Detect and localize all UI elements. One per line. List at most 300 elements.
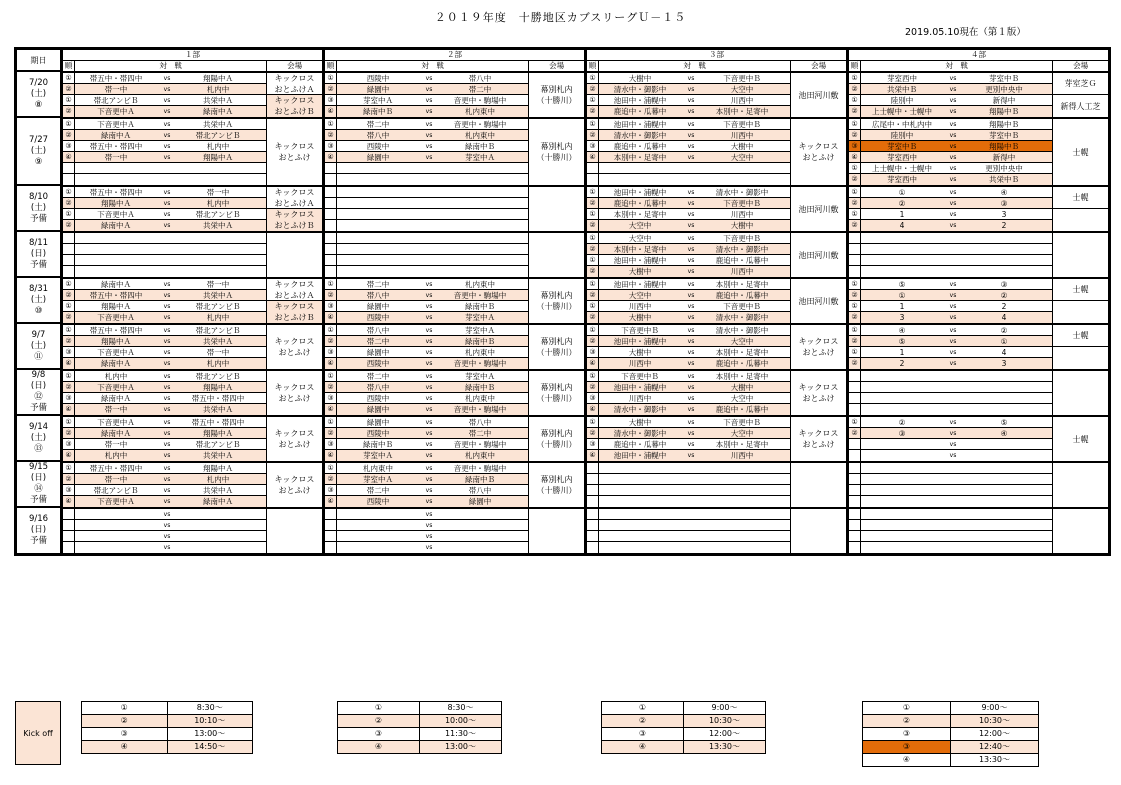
vs-label: vs xyxy=(687,348,695,356)
away-team: 共栄中Ａ xyxy=(203,221,233,230)
away-team: 音更中・駒場中 xyxy=(453,359,507,368)
kickoff-row xyxy=(338,741,501,753)
match-order: ④ xyxy=(587,450,599,461)
home-team: 西陵中 xyxy=(366,73,390,83)
division-header: ２部 xyxy=(325,50,584,61)
match-order: ④ xyxy=(325,106,337,117)
match-order: ③ xyxy=(325,485,337,495)
match-order: ① xyxy=(587,371,599,381)
away-team: 翔陽中Ａ xyxy=(203,73,233,83)
kickoff-table-1 xyxy=(81,701,253,754)
kickoff-time: 12:40～ xyxy=(978,742,1011,751)
match-row xyxy=(587,531,790,542)
away-team: 帯二中 xyxy=(468,84,492,94)
match-row xyxy=(849,509,1052,520)
vs-label: vs xyxy=(425,418,433,426)
match-rows xyxy=(63,509,266,553)
match-order: ① xyxy=(325,325,337,335)
vs-label: vs xyxy=(949,291,957,299)
vs-label: vs xyxy=(687,85,695,93)
venue-cell: 幕別札内 （十勝川） xyxy=(536,85,577,105)
match-row xyxy=(849,119,1052,130)
match-row xyxy=(587,174,790,185)
home-team: 帯一中 xyxy=(104,474,128,484)
match-order: ① xyxy=(849,73,861,83)
match-row xyxy=(587,163,790,174)
match-order: ① xyxy=(325,371,337,381)
date-block xyxy=(325,233,584,279)
away-team: 帯北アンビＢ xyxy=(195,130,241,140)
match-row xyxy=(849,266,1052,277)
venue-cell: キックロス おとふけＡ xyxy=(267,279,322,301)
home-team: 大樹中 xyxy=(628,417,652,427)
match-row xyxy=(63,152,266,163)
match-row xyxy=(849,428,1052,439)
match-row xyxy=(325,266,528,277)
match-rows xyxy=(63,325,266,369)
match-row xyxy=(587,542,790,553)
match-order xyxy=(63,233,75,243)
vs-label: vs xyxy=(687,142,695,150)
match-rows xyxy=(587,509,790,553)
vs-label: vs xyxy=(949,176,957,183)
away-team: 芽室中Ａ xyxy=(465,371,495,381)
venue-cell xyxy=(529,509,584,553)
vs-label: vs xyxy=(687,96,695,104)
date-block xyxy=(325,417,584,463)
venue-column xyxy=(790,233,846,277)
date-block xyxy=(587,119,846,187)
vs-label: vs xyxy=(425,314,433,321)
venue-header: 会場 xyxy=(1052,61,1108,71)
home-team: 2 xyxy=(899,359,905,368)
match-row xyxy=(63,347,266,358)
date-label: 8/11 (日) 予備 xyxy=(17,232,60,278)
match-row xyxy=(325,130,528,141)
away-team: 帯一中 xyxy=(206,347,230,357)
match-row xyxy=(849,255,1052,266)
away-team: 音更中・駒場中 xyxy=(453,290,507,300)
vs-label: vs xyxy=(163,85,171,93)
match-row xyxy=(63,106,266,117)
home-team: 清水中・御影中 xyxy=(613,405,667,414)
match-row xyxy=(325,542,528,553)
away-team: 川西中 xyxy=(730,209,754,219)
home-team: 下音更中Ａ xyxy=(97,382,135,392)
home-team: 帯一中 xyxy=(104,84,128,94)
match-order xyxy=(587,542,599,553)
kickoff-row xyxy=(863,741,1038,754)
venue-cell: キックロス おとふけ xyxy=(274,429,315,449)
home-team: 帯八中 xyxy=(366,382,390,392)
kickoff-time: 9:00～ xyxy=(981,703,1008,712)
away-team: 3 xyxy=(1001,209,1007,219)
home-team: 緑南中Ｂ xyxy=(363,107,393,116)
match-header: 対 戦 xyxy=(159,61,182,70)
match-order xyxy=(587,474,599,484)
venue-cell: キックロス おとふけ xyxy=(798,142,839,162)
match-row xyxy=(849,73,1052,84)
away-team: 下音更中Ｂ xyxy=(723,417,761,427)
venue-column xyxy=(266,417,322,461)
match-order xyxy=(849,233,861,243)
away-team: 芽室中Ａ xyxy=(465,152,495,162)
kickoff-row xyxy=(82,715,252,728)
date-label: 9/15 (日) ⑭ 予備 xyxy=(17,462,60,508)
date-block xyxy=(325,463,584,509)
division-header: ３部 xyxy=(587,50,846,61)
match-row xyxy=(587,496,790,507)
vs-label: vs xyxy=(163,348,171,356)
away-team: 緑南中Ｂ xyxy=(465,141,495,151)
vs-label: vs xyxy=(687,337,695,345)
home-team: 帯五中・帯四中 xyxy=(89,73,143,83)
date-label: 9/7 (土) ⑪ xyxy=(17,324,60,370)
match-order: ① xyxy=(63,325,75,335)
vs-label: vs xyxy=(163,291,171,299)
match-order xyxy=(849,266,861,277)
match-row xyxy=(325,174,528,185)
date-block xyxy=(849,187,1108,233)
home-team: 4 xyxy=(899,221,905,230)
home-team: 翔陽中Ａ xyxy=(101,301,131,311)
match-order xyxy=(325,509,337,519)
match-order xyxy=(325,244,337,254)
period-header: 期日 xyxy=(17,50,60,72)
vs-label: vs xyxy=(425,326,433,334)
match-order: ④ xyxy=(849,152,861,162)
home-team: 1 xyxy=(899,301,905,311)
match-order: ③ xyxy=(63,347,75,357)
match-order: ② xyxy=(63,474,75,484)
match-order: ② xyxy=(587,266,599,277)
away-team: 翔陽中Ｂ xyxy=(989,141,1019,151)
match-row xyxy=(849,84,1052,95)
away-team: ② xyxy=(1000,325,1008,335)
division-header: ４部 xyxy=(849,50,1108,61)
date-block xyxy=(63,73,322,119)
away-team: 2 xyxy=(1001,221,1007,230)
match-order: ② xyxy=(587,312,599,323)
away-team: 下音更中Ｂ xyxy=(723,233,761,243)
match-order: ② xyxy=(849,336,861,346)
match-order: ② xyxy=(63,198,75,208)
venue-column xyxy=(790,371,846,415)
match-row xyxy=(587,84,790,95)
venue-cell: 幕別札内 （十勝川） xyxy=(536,142,577,162)
vs-label: vs xyxy=(425,475,433,483)
date-block xyxy=(325,509,584,553)
home-team: 帯五中・帯四中 xyxy=(89,187,143,197)
venue-column xyxy=(528,279,584,323)
match-order xyxy=(63,509,75,519)
match-row xyxy=(849,95,1052,106)
vs-label: vs xyxy=(687,302,695,310)
match-row xyxy=(325,255,528,266)
match-rows xyxy=(325,73,528,117)
match-order: ② xyxy=(587,106,599,117)
away-team: 川西中 xyxy=(730,267,754,276)
match-row xyxy=(849,450,1052,461)
away-team: 共栄中Ａ xyxy=(203,405,233,414)
match-order: ④ xyxy=(325,450,337,461)
match-order xyxy=(849,244,861,254)
date-block xyxy=(587,233,846,279)
away-team: 翔陽中Ｂ xyxy=(989,119,1019,129)
match-row xyxy=(587,336,790,347)
away-team: 3 xyxy=(1001,359,1007,368)
away-team: 清水中・御影中 xyxy=(715,187,769,197)
date-block xyxy=(587,371,846,417)
match-order: ① xyxy=(849,95,861,105)
home-team: 帯二中 xyxy=(366,336,390,346)
away-team: 緑南中Ｂ xyxy=(465,474,495,484)
away-team: 新得中 xyxy=(992,95,1016,105)
vs-label: vs xyxy=(425,131,433,139)
venue-column xyxy=(266,73,322,117)
match-order: ① xyxy=(849,325,861,335)
home-team: 本別中・足寄中 xyxy=(613,244,667,254)
home-team: 清水中・御影中 xyxy=(613,130,667,140)
match-order: ② xyxy=(587,382,599,392)
match-order: ② xyxy=(587,198,599,208)
away-team: 芽室中Ａ xyxy=(465,325,495,335)
date-block xyxy=(849,119,1108,187)
match-row xyxy=(587,106,790,117)
match-row xyxy=(849,244,1052,255)
match-rows xyxy=(63,73,266,117)
vs-label: vs xyxy=(949,74,957,82)
home-team: 1 xyxy=(899,347,905,357)
match-order: ③ xyxy=(587,141,599,151)
vs-label: vs xyxy=(425,394,433,402)
kickoff-slot: ② xyxy=(82,715,168,727)
away-team: 音更中・駒場中 xyxy=(453,405,507,414)
vs-label: vs xyxy=(949,280,957,288)
match-row xyxy=(587,95,790,106)
match-order: ② xyxy=(587,244,599,254)
vs-label: vs xyxy=(425,302,433,310)
away-team: 音更中・駒場中 xyxy=(453,95,507,105)
venue-cell: 士幌 xyxy=(1053,325,1108,347)
match-row xyxy=(63,255,266,266)
match-row xyxy=(849,463,1052,474)
match-order xyxy=(63,531,75,541)
match-order: ① xyxy=(63,371,75,381)
home-team: 3 xyxy=(899,313,905,322)
match-order: ④ xyxy=(325,404,337,415)
match-row xyxy=(63,187,266,198)
vs-label: vs xyxy=(163,96,171,104)
kickoff-slot: ② xyxy=(338,715,420,727)
division-4 xyxy=(849,50,1108,553)
home-team: 鹿追中・瓜幕中 xyxy=(613,439,667,449)
match-row xyxy=(63,209,266,220)
away-team: 清水中・御影中 xyxy=(715,244,769,254)
match-row xyxy=(849,336,1052,347)
date-block xyxy=(325,187,584,233)
home-team: 緑園中 xyxy=(366,347,390,357)
match-order: ② xyxy=(587,220,599,231)
home-team: 下音更中Ａ xyxy=(97,347,135,357)
vs-label: vs xyxy=(425,532,433,540)
match-order: ② xyxy=(849,428,861,438)
vs-label: vs xyxy=(425,498,433,505)
match-order: ① xyxy=(849,119,861,129)
vs-label: vs xyxy=(949,314,957,321)
match-order: ① xyxy=(63,301,75,311)
home-team: 池田中・浦幌中 xyxy=(613,255,667,265)
home-team: 芽室中Ｂ xyxy=(887,141,917,151)
vs-label: vs xyxy=(425,510,433,518)
kickoff-row xyxy=(338,702,501,715)
match-row xyxy=(849,163,1052,174)
match-rows xyxy=(63,279,266,323)
kickoff-row xyxy=(602,715,765,728)
date-label: 9/16 (日) 予備 xyxy=(28,513,49,546)
match-row xyxy=(325,73,528,84)
date-block xyxy=(849,233,1108,279)
date-label: 8/31 (土) ⑩ xyxy=(17,278,60,324)
vs-label: vs xyxy=(163,153,171,161)
date-label: 9/8 (日) ⑫ 予備 xyxy=(17,370,60,416)
venue-column xyxy=(266,325,322,369)
venue-column xyxy=(266,187,322,231)
date-block xyxy=(325,73,584,119)
venue-column xyxy=(528,417,584,461)
home-team: 広尾中・中札内中 xyxy=(872,119,932,129)
away-team: 帯八中 xyxy=(468,417,492,427)
kickoff-row xyxy=(602,702,765,715)
vs-label: vs xyxy=(425,291,433,299)
venue-cell: 幕別札内 （十勝川） xyxy=(536,429,577,449)
vs-label: vs xyxy=(163,337,171,345)
away-team: 共栄中Ａ xyxy=(203,451,233,460)
home-team: 下音更中Ｂ xyxy=(621,325,659,335)
match-row xyxy=(849,404,1052,415)
kickoff-slot: ③ xyxy=(602,728,684,740)
match-order: ② xyxy=(63,290,75,300)
match-row xyxy=(63,279,266,290)
match-header: 対 戦 xyxy=(683,61,706,70)
home-team: 本別中・足寄中 xyxy=(613,152,667,162)
venue-column xyxy=(790,463,846,507)
match-order: ③ xyxy=(587,347,599,357)
match-order: ② xyxy=(325,84,337,94)
match-row xyxy=(587,209,790,220)
match-order xyxy=(63,244,75,254)
away-team: 川西中 xyxy=(730,95,754,105)
venue-column xyxy=(1052,371,1108,415)
vs-label: vs xyxy=(687,131,695,139)
away-team: 共栄中Ａ xyxy=(203,95,233,105)
division-1 xyxy=(63,50,325,553)
date-label: 8/10 (土) 予備 xyxy=(17,186,60,232)
match-row xyxy=(849,417,1052,428)
vs-label: vs xyxy=(949,326,957,334)
match-order: ① xyxy=(849,417,861,427)
home-team: 下音更中Ａ xyxy=(97,119,135,129)
match-row xyxy=(849,220,1052,231)
vs-label: vs xyxy=(949,164,957,172)
match-order xyxy=(325,266,337,277)
home-team: 緑南中Ｂ xyxy=(363,439,393,449)
date-block xyxy=(849,279,1108,325)
match-order: ② xyxy=(63,312,75,323)
home-team: 帯五中・帯四中 xyxy=(89,141,143,151)
venue-column xyxy=(1052,187,1108,231)
away-team: 札内中 xyxy=(206,141,230,151)
match-order xyxy=(63,266,75,277)
venue-column xyxy=(790,187,846,231)
match-row xyxy=(587,279,790,290)
match-order: ② xyxy=(587,290,599,300)
away-team: 下音更中Ｂ xyxy=(723,73,761,83)
venue-cell: キックロス おとふけＢ xyxy=(267,95,322,117)
match-row xyxy=(849,106,1052,117)
vs-label: vs xyxy=(163,108,171,115)
match-row xyxy=(63,474,266,485)
match-row xyxy=(63,450,266,461)
venue-column xyxy=(1052,509,1108,553)
away-team: 共栄中Ｂ xyxy=(989,175,1019,184)
vs-label: vs xyxy=(163,429,171,437)
vs-label: vs xyxy=(687,120,695,128)
vs-label: vs xyxy=(949,452,957,459)
match-order xyxy=(849,463,861,473)
vs-label: vs xyxy=(163,532,171,540)
away-team: 札内東中 xyxy=(465,347,495,357)
venue-column xyxy=(266,119,322,185)
match-order: ① xyxy=(63,463,75,473)
venue-column xyxy=(528,119,584,185)
vs-label: vs xyxy=(163,406,171,413)
kickoff-time: 8:30～ xyxy=(196,703,223,712)
match-order xyxy=(587,163,599,173)
home-team: 西陵中 xyxy=(366,428,390,438)
match-row xyxy=(849,174,1052,185)
away-team: 大樹中 xyxy=(730,221,754,230)
match-row xyxy=(63,509,266,520)
match-order: ② xyxy=(587,84,599,94)
kickoff-time: 12:00～ xyxy=(978,729,1011,738)
home-team: 西陵中 xyxy=(366,359,390,368)
match-row xyxy=(587,220,790,231)
match-order: ① xyxy=(587,325,599,335)
home-team: 大空中 xyxy=(628,233,652,243)
kickoff-slot: ② xyxy=(602,715,684,727)
away-team: 鹿追中・瓜幕中 xyxy=(715,359,769,368)
match-row xyxy=(849,198,1052,209)
away-team: 緑南中Ａ xyxy=(203,497,233,506)
venue-column xyxy=(1052,73,1108,117)
away-team: 清水中・御影中 xyxy=(715,313,769,322)
venue-cell: 新得人工芝 xyxy=(1060,101,1101,111)
match-row xyxy=(63,233,266,244)
vs-label: vs xyxy=(163,475,171,483)
match-order: ① xyxy=(325,119,337,129)
away-team: 大空中 xyxy=(730,84,754,94)
venue-column xyxy=(528,509,584,553)
match-row xyxy=(849,290,1052,301)
match-row xyxy=(849,496,1052,507)
period-column xyxy=(17,50,63,553)
match-row xyxy=(849,152,1052,163)
match-row xyxy=(325,531,528,542)
vs-label: vs xyxy=(687,268,695,275)
venue-cell xyxy=(1053,347,1108,369)
match-order: ① xyxy=(587,417,599,427)
